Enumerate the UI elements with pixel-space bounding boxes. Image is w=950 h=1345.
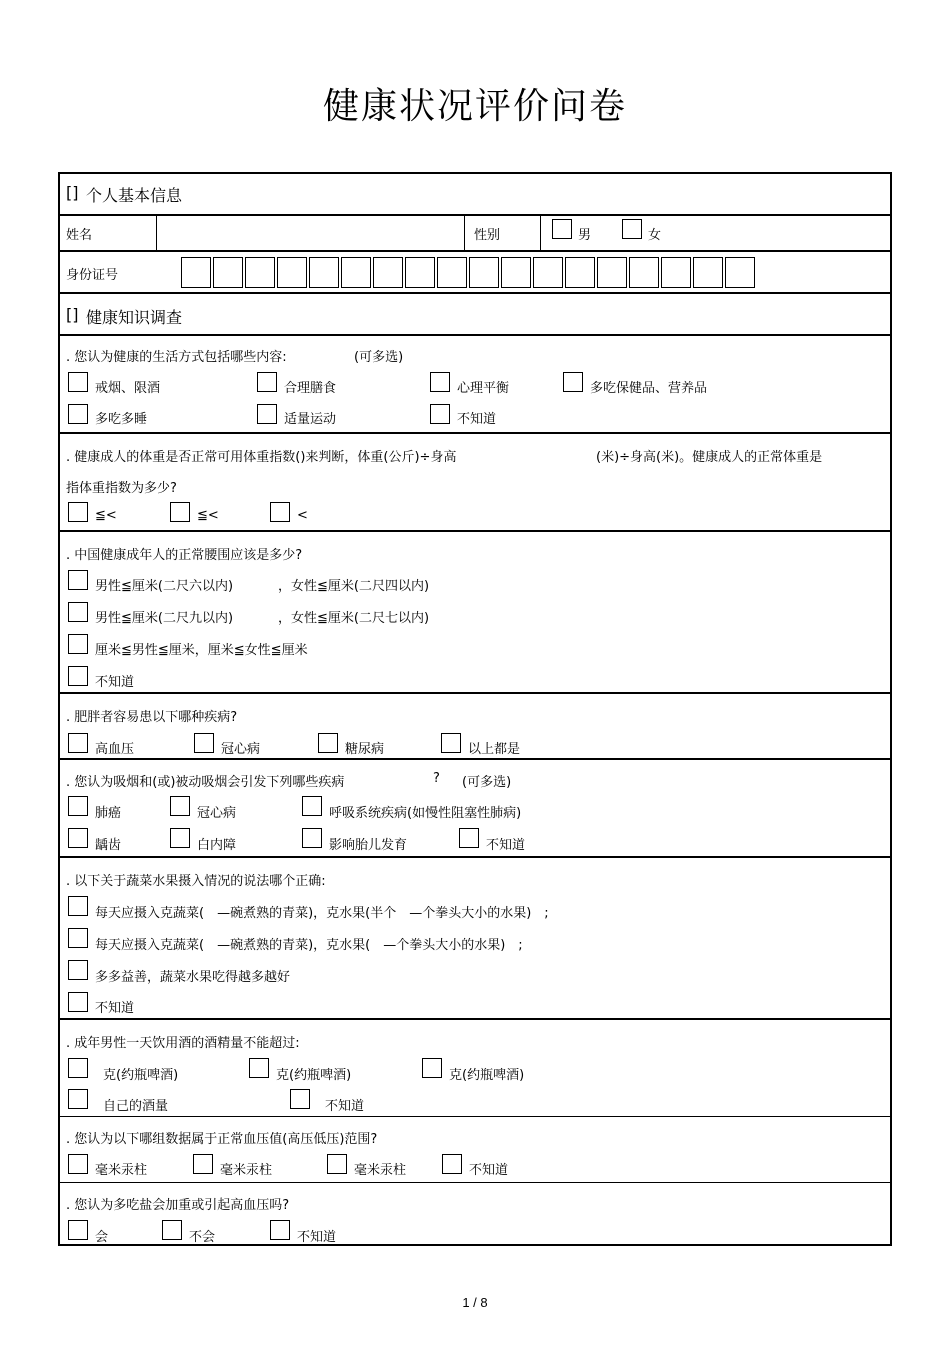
option-label: 自己的酒量	[103, 1099, 169, 1114]
option-label: 白内障	[197, 838, 237, 853]
option-checkbox[interactable]	[68, 1220, 88, 1240]
id-digit-box[interactable]	[373, 257, 403, 288]
id-number-row	[60, 250, 890, 292]
section-header-health-knowledge	[60, 292, 890, 334]
option-label: ≦<	[95, 508, 117, 523]
option-label: 多吃多睡	[95, 412, 148, 427]
section-header-basic-info	[60, 174, 890, 214]
multi-select-note: (可多选)	[462, 775, 512, 790]
option-checkbox[interactable]	[68, 828, 88, 848]
option-label: 不知道	[95, 675, 135, 690]
id-digit-box[interactable]	[565, 257, 595, 288]
option-label: 不知道	[457, 412, 497, 427]
option-label: 男性≦厘米(二尺九以内)	[95, 611, 234, 626]
option-label: 影响胎儿发育	[329, 838, 408, 853]
id-digit-box[interactable]	[725, 257, 755, 288]
option-label: 糖尿病	[345, 742, 385, 757]
option-label: 多多益善，蔬菜水果吃得越多越好	[95, 970, 291, 985]
id-digit-box[interactable]	[501, 257, 531, 288]
question-text: . 肥胖者容易患以下哪种疾病?	[66, 710, 238, 725]
option-label: 克(约瓶啤酒)	[449, 1068, 525, 1083]
option-label: 戒烟、限酒	[95, 381, 161, 396]
id-digit-box[interactable]	[341, 257, 371, 288]
option-checkbox[interactable]	[170, 828, 190, 848]
option-label: 每天应摄入克蔬菜( —碗煮熟的青菜)，克水果(半个 —个拳头大小的水果) ;	[95, 906, 549, 921]
male-label: 男	[578, 228, 592, 243]
option-checkbox[interactable]	[302, 828, 322, 848]
gender-label: 性别	[474, 228, 501, 243]
option-label: 不知道	[297, 1230, 337, 1245]
question-1	[60, 334, 890, 432]
option-checkbox[interactable]	[68, 992, 88, 1012]
option-label: 龋齿	[95, 838, 122, 853]
option-checkbox[interactable]	[68, 960, 88, 980]
option-checkbox[interactable]	[162, 1220, 182, 1240]
option-label: 呼吸系统疾病(如慢性阻塞性肺病)	[329, 806, 522, 821]
option-checkbox[interactable]	[441, 733, 461, 753]
id-digit-box[interactable]	[469, 257, 499, 288]
option-checkbox[interactable]	[563, 372, 583, 392]
female-label: 女	[648, 228, 662, 243]
option-checkbox[interactable]	[257, 372, 277, 392]
option-checkbox[interactable]	[327, 1154, 347, 1174]
multi-select-note: (可多选)	[354, 350, 404, 365]
option-label: 毫米汞柱	[95, 1163, 148, 1178]
option-label: 会	[95, 1230, 109, 1245]
option-label: ≦<	[197, 508, 219, 523]
option-checkbox[interactable]	[68, 502, 88, 522]
question-text: . 您认为以下哪组数据属于正常血压值(高压低压)范围?	[66, 1132, 378, 1147]
id-digit-box[interactable]	[277, 257, 307, 288]
option-checkbox[interactable]	[270, 502, 290, 522]
option-checkbox[interactable]	[442, 1154, 462, 1174]
option-label: 高血压	[95, 742, 135, 757]
id-digit-box[interactable]	[181, 257, 211, 288]
question-5	[60, 758, 890, 856]
name-label: 姓名	[66, 228, 93, 243]
page-number: 1 / 8	[462, 1295, 488, 1310]
option-checkbox[interactable]	[68, 1058, 88, 1078]
id-digit-box[interactable]	[437, 257, 467, 288]
question-7	[60, 1018, 890, 1116]
option-label: 每天应摄入克蔬菜( —碗煮熟的青菜)，克水果( —个拳头大小的水果) ;	[95, 938, 523, 953]
option-label: 冠心病	[197, 806, 237, 821]
id-label: 身份证号	[66, 268, 119, 283]
question-8	[60, 1116, 890, 1182]
id-digit-box[interactable]	[309, 257, 339, 288]
option-label-cont: ，女性≦厘米(二尺七以内)	[278, 611, 430, 626]
option-checkbox[interactable]	[422, 1058, 442, 1078]
section-title: 健康知识调查	[86, 308, 183, 327]
option-checkbox[interactable]	[270, 1220, 290, 1240]
option-checkbox[interactable]	[68, 570, 88, 590]
question-text-cont: (米)÷身高(米)。健康成人的正常体重是	[596, 450, 823, 465]
question-text: . 中国健康成年人的正常腰围应该是多少?	[66, 548, 303, 563]
option-checkbox[interactable]	[68, 404, 88, 424]
option-label: 不知道	[469, 1163, 509, 1178]
option-label: 心理平衡	[457, 381, 510, 396]
female-checkbox[interactable]	[622, 219, 642, 239]
question-mark: ?	[433, 771, 440, 786]
id-digit-box[interactable]	[405, 257, 435, 288]
section-marker: []	[66, 183, 79, 202]
question-4	[60, 692, 890, 758]
question-text: . 您认为多吃盐会加重或引起高血压吗?	[66, 1198, 290, 1213]
question-text: . 您认为健康的生活方式包括哪些内容:	[66, 350, 287, 365]
option-label: 不知道	[486, 838, 526, 853]
option-label: 厘米≦男性≦厘米，厘米≦女性≦厘米	[95, 643, 308, 658]
option-checkbox[interactable]	[68, 666, 88, 686]
option-checkbox[interactable]	[430, 404, 450, 424]
option-label: 不知道	[95, 1001, 135, 1016]
option-label: <	[297, 508, 308, 523]
option-checkbox[interactable]	[290, 1089, 310, 1109]
option-checkbox[interactable]	[68, 602, 88, 622]
option-checkbox[interactable]	[249, 1058, 269, 1078]
name-gender-row	[60, 214, 890, 250]
id-digit-box[interactable]	[213, 257, 243, 288]
option-checkbox[interactable]	[318, 733, 338, 753]
option-label: 不会	[189, 1230, 216, 1245]
id-digit-box[interactable]	[661, 257, 691, 288]
option-label: 不知道	[325, 1099, 365, 1114]
option-label: 毫米汞柱	[354, 1163, 407, 1178]
question-text-cont: 指体重指数为多少?	[66, 481, 177, 496]
option-label: 以上都是	[468, 742, 521, 757]
section-marker: []	[66, 305, 79, 324]
question-text: . 成年男性一天饮用酒的酒精量不能超过:	[66, 1036, 300, 1051]
question-3	[60, 530, 890, 692]
option-label: 适量运动	[284, 412, 337, 427]
section-title: 个人基本信息	[86, 186, 183, 205]
option-checkbox[interactable]	[68, 634, 88, 654]
option-label-cont: ，女性≦厘米(二尺四以内)	[278, 579, 430, 594]
id-digit-box[interactable]	[597, 257, 627, 288]
option-label: 克(约瓶啤酒)	[276, 1068, 352, 1083]
option-label: 冠心病	[221, 742, 261, 757]
id-digit-box[interactable]	[693, 257, 723, 288]
question-9	[60, 1182, 890, 1246]
option-checkbox[interactable]	[170, 796, 190, 816]
question-6	[60, 856, 890, 1018]
id-digit-box[interactable]	[533, 257, 563, 288]
option-label: 男性≦厘米(二尺六以内)	[95, 579, 234, 594]
question-2	[60, 432, 890, 530]
option-checkbox[interactable]	[193, 1154, 213, 1174]
option-checkbox[interactable]	[302, 796, 322, 816]
option-label: 多吃保健品、营养品	[590, 381, 708, 396]
question-text: . 以下关于蔬菜水果摄入情况的说法哪个正确:	[66, 874, 326, 889]
option-checkbox[interactable]	[430, 372, 450, 392]
male-checkbox[interactable]	[552, 219, 572, 239]
option-label: 克(约瓶啤酒)	[103, 1068, 179, 1083]
option-label: 毫米汞柱	[220, 1163, 273, 1178]
option-checkbox[interactable]	[68, 928, 88, 948]
option-label: 肺癌	[95, 806, 122, 821]
question-text: . 健康成人的体重是否正常可用体重指数()来判断，体重(公斤)÷身高	[66, 450, 457, 465]
page-title: 健康状况评价问卷	[322, 86, 627, 127]
option-checkbox[interactable]	[257, 404, 277, 424]
option-checkbox[interactable]	[194, 733, 214, 753]
questionnaire-form	[58, 172, 892, 1246]
option-checkbox[interactable]	[68, 733, 88, 753]
option-checkbox[interactable]	[68, 372, 88, 392]
option-label: 合理膳食	[284, 381, 337, 396]
question-text: . 您认为吸烟和(或)被动吸烟会引发下列哪些疾病	[66, 775, 345, 790]
option-checkbox[interactable]	[68, 896, 88, 916]
option-checkbox[interactable]	[68, 796, 88, 816]
id-digit-box[interactable]	[245, 257, 275, 288]
option-checkbox[interactable]	[170, 502, 190, 522]
option-checkbox[interactable]	[459, 828, 479, 848]
option-checkbox[interactable]	[68, 1154, 88, 1174]
name-field[interactable]	[157, 216, 463, 250]
option-checkbox[interactable]	[68, 1089, 88, 1109]
id-digit-box[interactable]	[629, 257, 659, 288]
